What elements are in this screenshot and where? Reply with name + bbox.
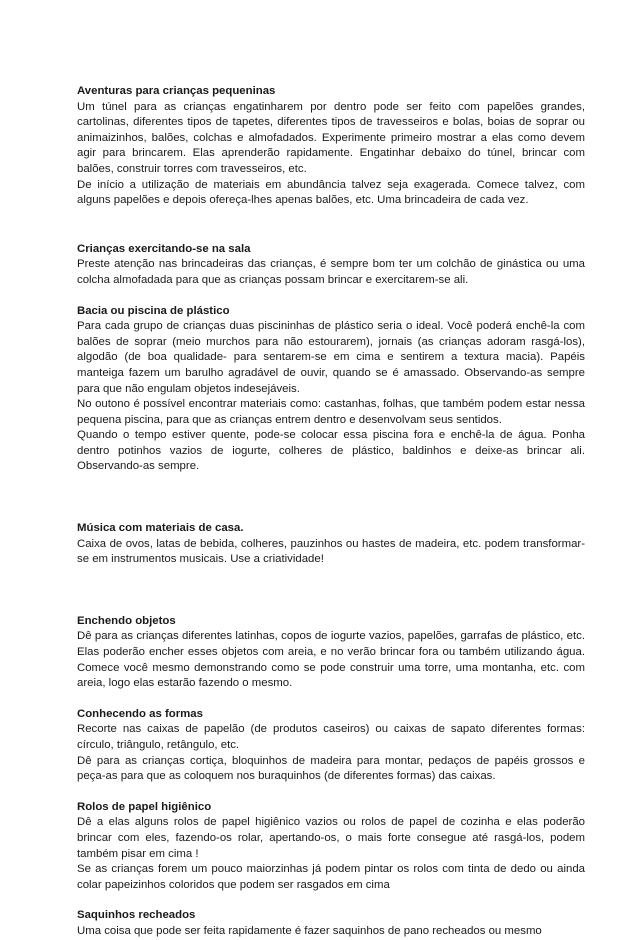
- section-paragraph: Quando o tempo estiver quente, pode-se colocar essa piscina fora e enchê-la de água. Ponha dentro potinhos vazios de iogurte, colheres de plástico, baldinhos e deixe-as brincar ali. Observando-as sempre.: [77, 429, 585, 473]
- section-paragraph: Se as crianças forem um pouco maiorzinhas já podem pintar os rolos com tinta de dedo ou ainda colar papeizinhos coloridos que podem ser rasgados em cima: [77, 863, 585, 891]
- section-aventuras: [77, 84, 585, 209]
- spacer: [77, 893, 585, 908]
- spacer: [77, 475, 585, 521]
- section-formas: [77, 707, 585, 785]
- section-paragraph: De início a utilização de materiais em abundância talvez seja exagerada. Comece talvez, com alguns papelões e depois ofereça-lhes apenas balões, etc. Uma brincadeira de cada vez.: [77, 178, 585, 207]
- section-heading: Saquinhos recheados: [77, 909, 196, 922]
- spacer: [77, 692, 585, 707]
- section-paragraph: Dê para as crianças diferentes latinhas, copos de iogurte vazios, papelões, garrafas de plástico, etc. Elas poderão encher esses objetos com areia, e no verão brincar fora ou também utilizando água. Comece você mesmo demonstrando como se pode construir uma torre, uma montanha, etc. com areia, logo elas estarão fazendo o mesmo.: [77, 630, 585, 690]
- spacer: [77, 209, 585, 242]
- section-paragraph: Uma coisa que pode ser feita rapidamente é fazer saquinhos de pano recheados ou mesmo: [77, 924, 542, 937]
- section-heading: Conhecendo as formas: [77, 707, 203, 720]
- section-heading: Música com materiais de casa.: [77, 522, 244, 535]
- section-paragraph: No outono é possível encontrar materiais como: castanhas, folhas, que também podem estar nessa pequena piscina, para que as crianças entrem dentro e desenvolvam seus sentidos.: [77, 398, 585, 426]
- section-paragraph: Preste atenção nas brincadeiras das crianças, é sempre bom ter um colchão de ginástica ou uma colcha almofadada para que as crianças possam brincar e exercitarem-se ali.: [77, 258, 585, 286]
- section-paragraph: Caixa de ovos, latas de bebida, colheres, pauzinhos ou hastes de madeira, etc. podem transformar-se em instrumentos musicais. Use a criatividade!: [77, 537, 585, 566]
- section-heading: Rolos de papel higiênico: [77, 800, 212, 813]
- section-rolos: [77, 800, 585, 894]
- section-musica: [77, 521, 585, 568]
- spacer: [77, 568, 585, 614]
- section-paragraph: Dê a elas alguns rolos de papel higiênico vazios ou rolos de papel de cozinha e elas poderão brincar com eles, fazendo-os rolar, apertando-os, o mais forte consegue até rasgá-los, podem também pisar em cima !: [77, 816, 585, 860]
- section-saquinhos: [77, 908, 585, 939]
- section-enchendo: [77, 614, 585, 692]
- document-page: [77, 84, 585, 940]
- spacer: [77, 785, 585, 800]
- spacer: [77, 289, 585, 304]
- section-paragraph: Um túnel para as crianças engatinharem por dentro pode ser feito com papelões grandes, cartolinas, diferentes tipos de tapetes, diferentes tipos de travesseiros e bolas, boias de soprar ou animaizinhos, balões, colchas e almofadados. Experimente primeiro mostrar a elas como devem agir para brincarem. Elas aprenderão rapidamente. Engatinhar debaixo do túnel, brincar com balões, construir torres com travesseiros, etc.: [77, 100, 585, 175]
- section-exercitando: [77, 242, 585, 289]
- section-bacia: [77, 304, 585, 476]
- section-heading: Aventuras para crianças pequeninas: [77, 85, 276, 97]
- section-heading: Bacia ou piscina de plástico: [77, 304, 230, 317]
- section-paragraph: Recorte nas caixas de papelão (de produtos caseiros) ou caixas de sapato diferentes formas: círculo, triângulo, retângulo, etc.: [77, 723, 585, 751]
- section-paragraph: Dê para as crianças cortiça, bloquinhos de madeira para montar, pedaços de papéis grossos e peça-as para que as coloquem nos buraquinhos (de diferentes formas) das caixas.: [77, 754, 585, 783]
- section-heading: Crianças exercitando-se na sala: [77, 242, 251, 255]
- section-heading: Enchendo objetos: [77, 614, 176, 627]
- section-paragraph: Para cada grupo de crianças duas piscininhas de plástico seria o ideal. Você poderá enchê-la com balões de soprar (meio murchos para não estourarem), jornais (as crianças adoram rasgá-los), algodão (de boa qualidade- para sentarem-se em cima e sentirem a textura macia). Papéis manteiga fazem um barulho agradável de ouvir, quando se é amassado. Observando-as sempre para que não engulam objetos indesejáveis.: [77, 320, 585, 395]
